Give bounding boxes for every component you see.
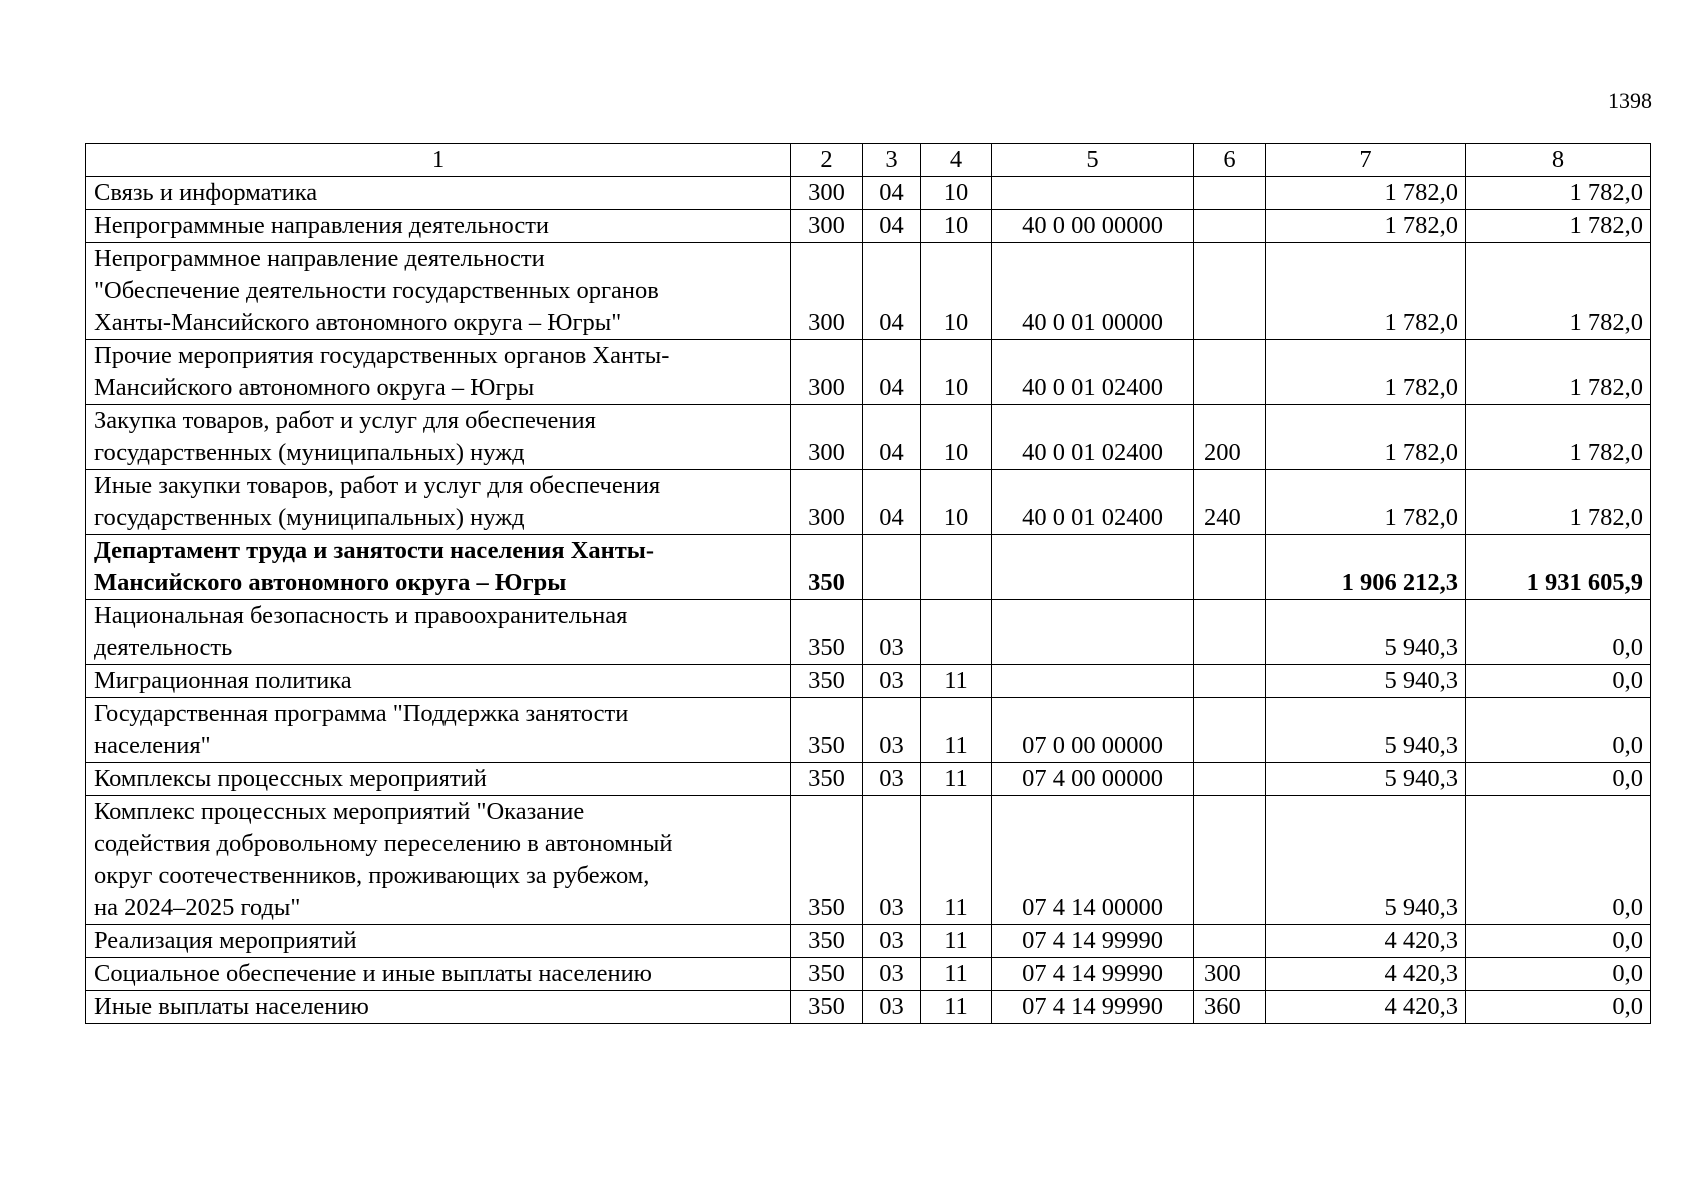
row-subsection-code: 10	[921, 210, 992, 243]
table-row	[86, 958, 1651, 991]
table-row	[86, 243, 1651, 340]
row-name: Закупка товаров, работ и услуг для обеспечения государственных (муниципальных) нужд	[86, 405, 791, 470]
row-section-code: 03	[863, 991, 921, 1024]
table-row	[86, 665, 1651, 698]
row-section-code: 04	[863, 405, 921, 470]
row-subsection-code: 11	[921, 991, 992, 1024]
row-expense-type: 300	[1194, 958, 1266, 991]
row-target-article: 40 0 01 02400	[992, 405, 1194, 470]
row-amount-1: 1 782,0	[1266, 243, 1466, 340]
row-ved-code: 300	[791, 340, 863, 405]
row-target-article: 40 0 01 02400	[992, 340, 1194, 405]
row-target-article	[992, 665, 1194, 698]
row-expense-type	[1194, 535, 1266, 600]
header-cell-8: 8	[1466, 144, 1651, 177]
row-ved-code: 350	[791, 535, 863, 600]
row-amount-2: 0,0	[1466, 958, 1651, 991]
row-subsection-code: 10	[921, 243, 992, 340]
row-amount-2: 1 782,0	[1466, 210, 1651, 243]
header-cell-4: 4	[921, 144, 992, 177]
row-target-article	[992, 177, 1194, 210]
row-subsection-code: 10	[921, 470, 992, 535]
row-name: Прочие мероприятия государственных органов Ханты- Мансийского автономного округа – Югры	[86, 340, 791, 405]
table-row	[86, 177, 1651, 210]
row-target-article: 40 0 01 02400	[992, 470, 1194, 535]
row-subsection-code: 11	[921, 796, 992, 925]
table-row	[86, 991, 1651, 1024]
row-name: Социальное обеспечение и иные выплаты населению	[86, 958, 791, 991]
row-amount-1: 1 906 212,3	[1266, 535, 1466, 600]
row-ved-code: 350	[791, 763, 863, 796]
row-section-code: 04	[863, 210, 921, 243]
row-amount-2: 0,0	[1466, 763, 1651, 796]
row-expense-type: 240	[1194, 470, 1266, 535]
row-amount-2: 1 782,0	[1466, 470, 1651, 535]
row-ved-code: 350	[791, 665, 863, 698]
table-header	[86, 144, 1651, 177]
row-amount-1: 1 782,0	[1266, 177, 1466, 210]
row-section-code: 04	[863, 243, 921, 340]
row-section-code: 03	[863, 763, 921, 796]
row-subsection-code	[921, 600, 992, 665]
row-amount-2: 0,0	[1466, 665, 1651, 698]
row-target-article: 40 0 01 00000	[992, 243, 1194, 340]
row-target-article: 07 4 14 99990	[992, 958, 1194, 991]
table-row	[86, 535, 1651, 600]
row-amount-1: 5 940,3	[1266, 665, 1466, 698]
row-name: Связь и информатика	[86, 177, 791, 210]
row-section-code: 03	[863, 698, 921, 763]
row-amount-1: 1 782,0	[1266, 405, 1466, 470]
row-section-code: 04	[863, 177, 921, 210]
row-name: Комплекс процессных мероприятий "Оказание содействия добровольному переселению в автономный округ соотечественников, проживающих за рубежом, на 2024–2025 годы"	[86, 796, 791, 925]
row-name: Государственная программа "Поддержка занятости населения"	[86, 698, 791, 763]
row-target-article: 07 0 00 00000	[992, 698, 1194, 763]
row-amount-2: 1 782,0	[1466, 405, 1651, 470]
table-row	[86, 405, 1651, 470]
row-section-code: 03	[863, 600, 921, 665]
row-subsection-code: 10	[921, 405, 992, 470]
row-amount-1: 5 940,3	[1266, 763, 1466, 796]
row-target-article: 40 0 00 00000	[992, 210, 1194, 243]
row-section-code: 04	[863, 340, 921, 405]
row-subsection-code: 11	[921, 698, 992, 763]
budget-table	[85, 143, 1651, 1024]
row-name: Департамент труда и занятости населения Ханты- Мансийского автономного округа – Югры	[86, 535, 791, 600]
row-ved-code: 300	[791, 470, 863, 535]
row-section-code	[863, 535, 921, 600]
row-section-code: 04	[863, 470, 921, 535]
row-subsection-code	[921, 535, 992, 600]
row-section-code: 03	[863, 796, 921, 925]
table-row	[86, 763, 1651, 796]
row-ved-code: 350	[791, 698, 863, 763]
row-ved-code: 350	[791, 925, 863, 958]
row-expense-type	[1194, 210, 1266, 243]
row-expense-type: 360	[1194, 991, 1266, 1024]
table-row	[86, 470, 1651, 535]
row-expense-type: 200	[1194, 405, 1266, 470]
row-section-code: 03	[863, 958, 921, 991]
table-body	[86, 177, 1651, 1024]
row-ved-code: 300	[791, 405, 863, 470]
row-amount-2: 1 782,0	[1466, 340, 1651, 405]
row-amount-1: 4 420,3	[1266, 925, 1466, 958]
header-cell-5: 5	[992, 144, 1194, 177]
row-amount-2: 0,0	[1466, 698, 1651, 763]
page-number: 1398	[1608, 88, 1652, 113]
row-expense-type	[1194, 340, 1266, 405]
header-row	[86, 144, 1651, 177]
row-amount-2: 1 782,0	[1466, 177, 1651, 210]
row-name: Непрограммные направления деятельности	[86, 210, 791, 243]
row-amount-2: 0,0	[1466, 991, 1651, 1024]
row-amount-1: 5 940,3	[1266, 600, 1466, 665]
row-ved-code: 350	[791, 958, 863, 991]
row-amount-1: 1 782,0	[1266, 470, 1466, 535]
row-name: Миграционная политика	[86, 665, 791, 698]
table-row	[86, 340, 1651, 405]
row-target-article: 07 4 00 00000	[992, 763, 1194, 796]
row-subsection-code: 10	[921, 177, 992, 210]
row-subsection-code: 11	[921, 763, 992, 796]
row-amount-2: 0,0	[1466, 925, 1651, 958]
row-ved-code: 300	[791, 177, 863, 210]
row-expense-type	[1194, 665, 1266, 698]
header-cell-3: 3	[863, 144, 921, 177]
row-section-code: 03	[863, 665, 921, 698]
header-cell-6: 6	[1194, 144, 1266, 177]
row-amount-1: 5 940,3	[1266, 698, 1466, 763]
row-expense-type	[1194, 763, 1266, 796]
row-amount-1: 4 420,3	[1266, 958, 1466, 991]
row-subsection-code: 11	[921, 958, 992, 991]
table-row	[86, 600, 1651, 665]
row-amount-2: 1 782,0	[1466, 243, 1651, 340]
row-target-article: 07 4 14 99990	[992, 991, 1194, 1024]
row-name: Комплексы процессных мероприятий	[86, 763, 791, 796]
header-cell-1: 1	[86, 144, 791, 177]
row-name: Непрограммное направление деятельности "Обеспечение деятельности государственных органов Ханты-Мансийского автономного округа – Югры"	[86, 243, 791, 340]
row-amount-2: 0,0	[1466, 600, 1651, 665]
row-target-article: 07 4 14 99990	[992, 925, 1194, 958]
row-section-code: 03	[863, 925, 921, 958]
table-row	[86, 698, 1651, 763]
row-ved-code: 350	[791, 991, 863, 1024]
row-subsection-code: 11	[921, 665, 992, 698]
row-ved-code: 350	[791, 796, 863, 925]
row-subsection-code: 10	[921, 340, 992, 405]
row-target-article: 07 4 14 00000	[992, 796, 1194, 925]
row-amount-1: 4 420,3	[1266, 991, 1466, 1024]
table-row	[86, 925, 1651, 958]
row-expense-type	[1194, 925, 1266, 958]
header-cell-7: 7	[1266, 144, 1466, 177]
row-expense-type	[1194, 243, 1266, 340]
row-target-article	[992, 600, 1194, 665]
row-expense-type	[1194, 698, 1266, 763]
header-cell-2: 2	[791, 144, 863, 177]
row-name: Иные выплаты населению	[86, 991, 791, 1024]
row-amount-2: 0,0	[1466, 796, 1651, 925]
row-ved-code: 300	[791, 243, 863, 340]
row-expense-type	[1194, 796, 1266, 925]
row-expense-type	[1194, 600, 1266, 665]
row-amount-1: 1 782,0	[1266, 340, 1466, 405]
row-subsection-code: 11	[921, 925, 992, 958]
row-amount-2: 1 931 605,9	[1466, 535, 1651, 600]
row-target-article	[992, 535, 1194, 600]
row-expense-type	[1194, 177, 1266, 210]
row-amount-1: 1 782,0	[1266, 210, 1466, 243]
row-name: Реализация мероприятий	[86, 925, 791, 958]
row-ved-code: 350	[791, 600, 863, 665]
row-ved-code: 300	[791, 210, 863, 243]
row-name: Иные закупки товаров, работ и услуг для обеспечения государственных (муниципальных) нужд	[86, 470, 791, 535]
row-amount-1: 5 940,3	[1266, 796, 1466, 925]
table-row	[86, 796, 1651, 925]
row-name: Национальная безопасность и правоохранительная деятельность	[86, 600, 791, 665]
table-row	[86, 210, 1651, 243]
